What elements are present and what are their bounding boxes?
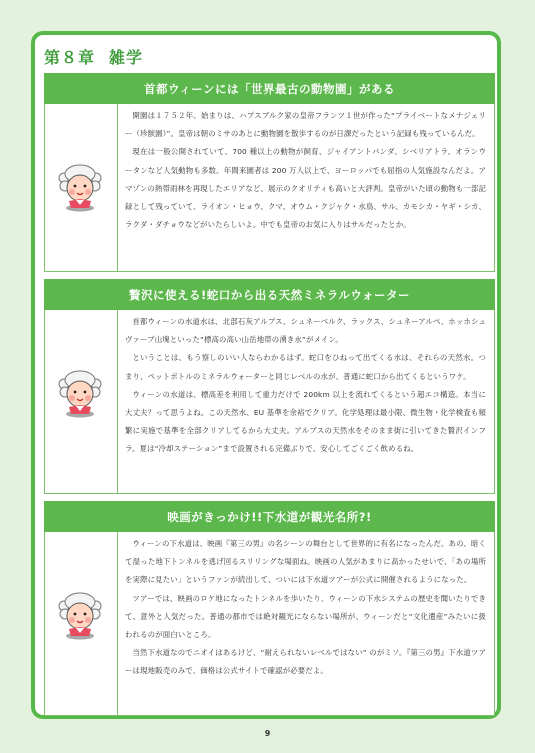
section-heading: 贅沢に使える!蛇口から出る天然ミネラルウォーター xyxy=(44,279,495,310)
paragraph: ということは、もう察しのいい人ならわかるはず。蛇口をひねって出てくる水は、それらの天然水。つまり、ペットボトルのミネラルウォーターと同じレベルの水が、普通に蛇口から出てくるというワケ。 xyxy=(125,353,486,381)
paragraph: ツアーでは、映画のロケ地になったトンネルを歩いたり、ウィーンの下水システムの歴史を聞いたりできて、意外と人気だった。普通の都市では絶対観光にならない場所が、ウィーンだと“文化遺産”みたいに扱われるのが面白いところ。 xyxy=(125,593,486,640)
section-heading: 首都ウィーンには「世界最古の動物園」がある xyxy=(44,73,495,104)
section-text xyxy=(125,313,486,459)
mozart-mascot-icon xyxy=(55,162,105,212)
mozart-mascot-icon xyxy=(55,368,105,418)
chapter-label: 第８章 xyxy=(44,48,96,67)
section-text xyxy=(125,107,486,234)
section-body xyxy=(44,104,495,272)
paragraph: 首都ウィーンの水道水は、北部石灰アルプス、シュネーベルク、ラックス、シュネーアルペ、ホッホシュヴァーブ山塊といった“標高の高い山岳地帯の湧き水”がメイン。 xyxy=(125,317,486,345)
avatar-column xyxy=(45,104,118,271)
mozart-mascot-icon xyxy=(55,590,105,640)
avatar-column xyxy=(45,532,118,715)
paragraph: 当然下水道なのでニオイはあるけど、“耐えられないレベルではない” のがミソ。『第三の男』下水道ツアーは現地販売のみで、価格は公式サイトで確認が必要だよ。 xyxy=(125,648,486,676)
avatar-column xyxy=(45,310,118,493)
page-number: 9 xyxy=(264,729,271,738)
section-body xyxy=(44,532,495,716)
section-sewer xyxy=(44,501,495,716)
section-body xyxy=(44,310,495,494)
paragraph: ウィーンの水道は、標高差を利用して重力だけで 200km 以上を流れてくるという超エコ構造。本当に大丈夫？って思うよね。この天然水、EU 基準を余裕でクリア。化学処理は最小限、微生物・化学検査も頻繁に実施で基準を全部クリアしてるから大丈夫。アルプスの天然水をそのまま街に引いてきた贅沢インフラ。夏は“冷却ステーション”まで設置される完備ぶりで、安心してごくごく飲めるね。 xyxy=(125,389,486,454)
paragraph: 現在は一般公開されていて、700 種以上の動物が飼育、ジャイアントパンダ、シベリアトラ、オランウータンなど人気動物も多数。年間来園者は 200 万人以上で、ヨーロッパでも屈指の人気施設なんだよ。アマゾンの熱帯雨林を再現したエリアなど、展示のクオリティも高いと大評判。皇帝がいた頃の動物も一部記録として残っていて、ライオン・ヒョウ、クマ、オウム・クジャク・水鳥、サル、カモシカ・ヤギ・シカ、ラクダ・ダチョウなどがいたらしいよ。中でも皇帝のお気に入りはサルだったとか。 xyxy=(125,147,486,230)
section-water xyxy=(44,279,495,494)
section-heading: 映画がきっかけ!!下水道が観光名所?! xyxy=(44,501,495,532)
chapter-title: 雑学 xyxy=(109,48,144,67)
chapter-heading xyxy=(44,45,143,68)
section-zoo xyxy=(44,73,495,272)
section-text xyxy=(125,535,486,681)
paragraph: ウィーンの下水道は、映画『第三の男』の名シーンの舞台として世界的に有名になったんだ。あの、暗くて湿った地下トンネルを逃げ回るスリリングな場面ね。映画の人気があまりに高かったせいで、「あの場所を実際に見たい」というファンが続出して、ついには下水道ツアーが公式に開催されるようになった。 xyxy=(125,539,486,585)
paragraph: 開園は１７５２年。始まりは、ハプスブルク家の皇帝フランツ１世が作った“プライベートなメナジェリー（珍獣園）”。皇帝は朝のミサのあとに動物園を散歩するのが日課だったという記録も残っているんだ。 xyxy=(125,111,486,139)
